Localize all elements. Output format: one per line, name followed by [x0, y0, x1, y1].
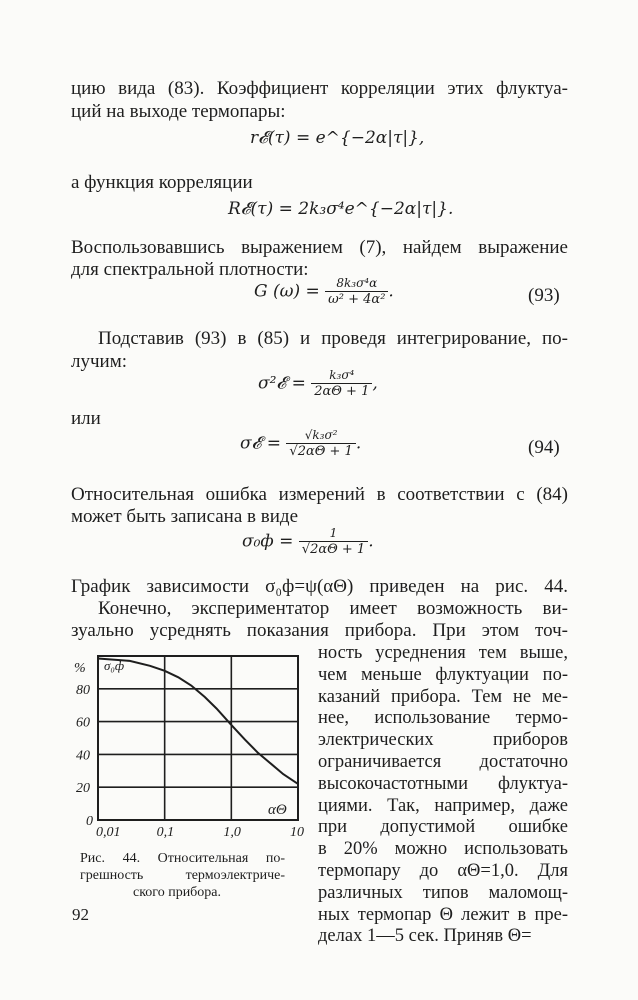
- text-line: для спектральной плотности:: [71, 259, 309, 280]
- x-tick-label: 0,1: [156, 825, 175, 840]
- side-text-line: делах 1—5 сек. Приняв Θ=: [318, 926, 532, 947]
- figure-44-chart: [68, 642, 318, 842]
- side-text-line: казаний прибора. Тем не ме-: [318, 686, 568, 707]
- y-axis-unit-label: %: [74, 661, 86, 676]
- text-line: цию вида (83). Коэффициент корреляции этих флуктуа-: [71, 78, 568, 99]
- page-number: 92: [72, 905, 89, 924]
- equation-relative-error-lhs: σ₀ф =: [242, 531, 294, 552]
- text-line: или: [71, 408, 101, 429]
- side-text-line: различных типов маломощ-: [318, 882, 568, 903]
- equation-94-denominator: √2αΘ + 1: [289, 444, 353, 459]
- text-line: зуально усреднять показания прибора. При этом точ-: [71, 620, 568, 641]
- curve-label: σ₀ф: [104, 658, 125, 673]
- equation-93-numerator: 8k₃σ⁴α: [325, 276, 388, 292]
- equation-variance-lhs: σ²𝓔 =: [258, 373, 306, 394]
- equation-variance: σ²𝓔 = $\frac{\text{k₃σ⁴}}{2\alpha\Theta + 1}$ ,: [258, 368, 378, 399]
- text-line: может быть записана в виде: [71, 506, 298, 527]
- equation-94-lhs: σ𝓔 =: [240, 433, 281, 454]
- equation-93: G (ω) = $\frac{\text{8k₃σ⁴α}}{\text{ω² + 4α²}}$ .: [254, 276, 394, 307]
- equation-variance-denominator: 2αΘ + 1: [314, 384, 370, 399]
- equation-93-lhs: G (ω) =: [254, 281, 320, 302]
- equation-number-94: (94): [528, 437, 560, 458]
- y-tick-label: 80: [76, 682, 90, 698]
- side-text-line: термопару до αΘ=1,0. Для: [318, 860, 568, 881]
- side-text-line: нее, использование термо-: [318, 708, 568, 729]
- x-tick-label: 0,01: [96, 825, 121, 840]
- x-axis-label: αΘ: [268, 802, 287, 818]
- y-tick-label: 60: [76, 715, 90, 731]
- figure-caption-line: Рис. 44. Относительная по-: [80, 851, 285, 866]
- text-line: График зависимости σ₀ф=ψ(αΘ) приведен на рис. 44.: [71, 576, 568, 597]
- text-line: лучим:: [71, 351, 128, 372]
- side-text-line: ограничивается достаточно: [318, 751, 568, 772]
- side-text-line: высокочастотными флуктуа-: [318, 773, 568, 794]
- side-text-line: циями. Так, например, даже: [318, 795, 568, 816]
- side-text-line: при допустимой ошибке: [318, 817, 568, 838]
- equation-93-denominator: ω² + 4α²: [328, 292, 386, 307]
- side-text-line: электрических приборов: [318, 730, 568, 751]
- equation-correlation-coefficient: r𝓔(τ) = e^{−2α|τ|},: [250, 128, 425, 148]
- equation-relative-error: σ₀ф = $\frac{1}{√2\alpha\Theta + 1}$ .: [242, 526, 374, 557]
- equation-number-93: (93): [528, 285, 560, 306]
- side-text-line: чем меньше флуктуации по-: [318, 664, 568, 685]
- figure-caption-line: грешность термоэлектриче-: [80, 868, 285, 883]
- side-column-text: [318, 643, 568, 948]
- equation-94-numerator: √k₃σ²: [286, 428, 355, 444]
- x-tick-label: 10: [290, 825, 304, 840]
- equation-relative-error-denominator: √2αΘ + 1: [301, 542, 366, 557]
- equation-94: σ𝓔 = $\frac{\text{√k₃σ²}}{√2\alpha\Theta + 1}$ .: [240, 428, 362, 459]
- equation-variance-numerator: k₃σ⁴: [311, 368, 372, 384]
- y-tick-label: 20: [76, 781, 90, 797]
- text-line: Воспользовавшись выражением (7), найдем выражение: [71, 237, 568, 258]
- text-line: ций на выходе термопары:: [71, 101, 286, 122]
- y-tick-label: 0: [86, 814, 93, 829]
- text-line: Конечно, экспериментатор имеет возможность ви-: [98, 598, 568, 619]
- y-tick-label: 40: [76, 748, 90, 764]
- text-line: Относительная ошибка измерений в соответствии с (84): [71, 484, 568, 505]
- side-text-line: ных термопар Θ лежит в пре-: [318, 904, 568, 925]
- text-line: Подставив (93) в (85) и проведя интегрирование, по-: [98, 328, 568, 349]
- equation-relative-error-numerator: 1: [299, 526, 368, 542]
- text-line: а функция корреляции: [71, 172, 253, 193]
- plot-frame: [98, 656, 298, 820]
- side-text-line: в 20% можно использовать: [318, 839, 568, 860]
- x-tick-label: 1,0: [223, 825, 241, 840]
- equation-correlation-function: R𝓔(τ) = 2k₃σ⁴e^{−2α|τ|}.: [228, 199, 454, 219]
- side-text-line: ность усреднения тем выше,: [318, 643, 568, 663]
- figure-caption-line: ского прибора.: [133, 885, 222, 900]
